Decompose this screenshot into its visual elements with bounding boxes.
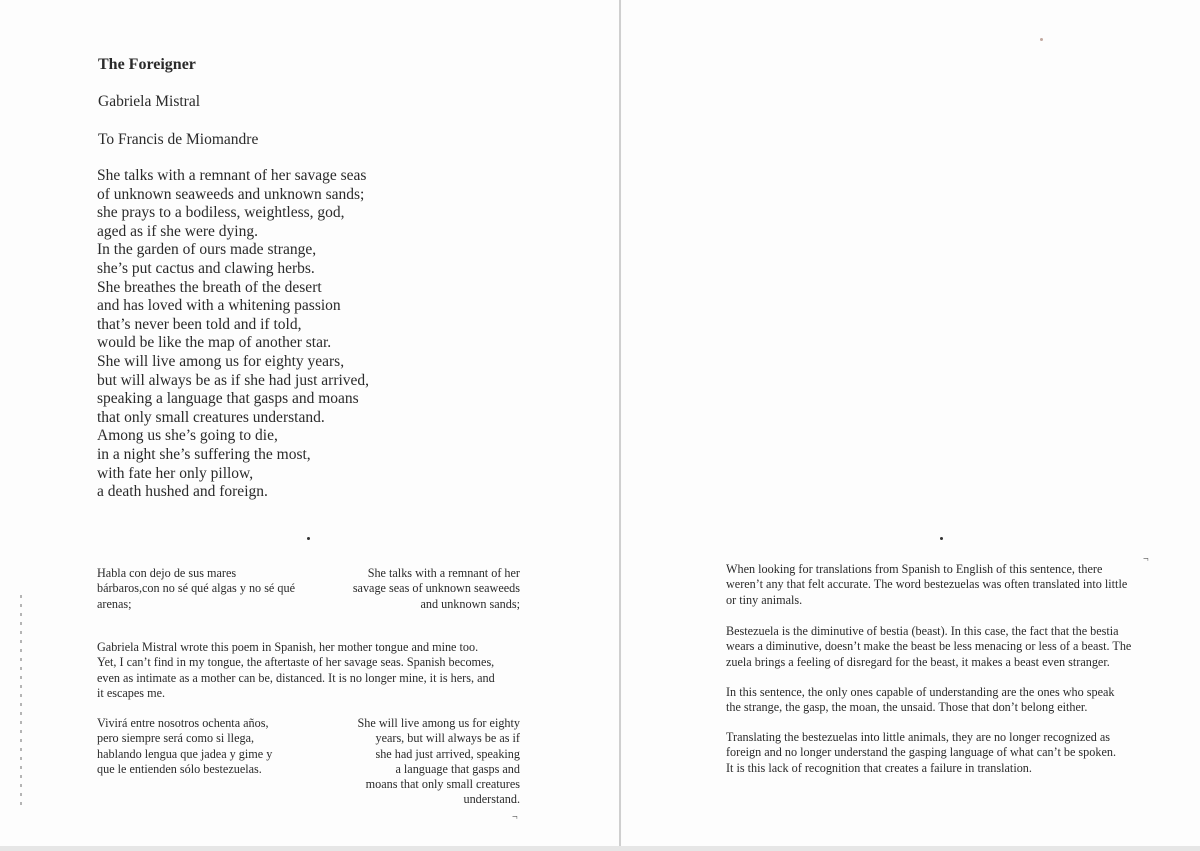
text-line: she had just arrived, speaking [375,746,520,761]
text-line: and unknown sands; [420,596,520,611]
text-line: years, but will always be as if [375,731,520,746]
poem-line: with fate her only pillow, [97,464,254,482]
text-line: weren’t any that felt accurate. The word bestezuelas was often translated into little [726,577,1128,592]
commentary-paragraph [97,640,527,701]
poem-title: The Foreigner [98,56,196,73]
poem-line: speaking a language that gasps and moans [97,390,359,408]
text-line: understand. [463,792,520,807]
text-line: Gabriela Mistral wrote this poem in Spanish, her mother tongue and mine too. [97,640,479,654]
poem-line: She breathes the breath of the desert [97,278,322,296]
page-bottom-edge [0,846,1200,851]
english-excerpt-2 [340,716,520,808]
text-line: Vivirá entre nosotros ochenta años, [97,716,269,730]
section-divider-dot [940,537,943,540]
text-line: She talks with a remnant of her [367,566,520,580]
text-line: arenas; [97,596,132,611]
text-line: moans that only small creatures [365,777,520,792]
poem-line: and has loved with a whitening passion [97,297,341,315]
poem-line: she’s put cactus and clawing herbs. [97,259,315,277]
poem-line: that only small creatures understand. [97,408,325,426]
poem-line: In the garden of ours made strange, [97,241,317,259]
text-line: savage seas of unknown seaweeds [352,581,520,596]
poem-line: Among us she’s going to die, [97,427,278,445]
text-line: it escapes me. [97,685,166,700]
corner-mark: ¬ [1143,554,1149,565]
text-line: When looking for translations from Spanish to English of this sentence, there [726,562,1103,576]
text-line: que le entienden sólo bestezuelas. [97,761,262,776]
poem-line: of unknown seaweeds and unknown sands; [97,185,365,203]
english-excerpt-1 [330,566,520,612]
poem-dedication: To Francis de Miomandre [98,131,259,148]
analysis-paragraph-2 [726,624,1156,670]
text-line: Yet, I can’t find in my tongue, the aftertaste of her savage seas. Spanish becomes, [97,655,495,670]
spanish-excerpt-2 [97,716,337,777]
poem-body [97,167,369,502]
section-divider-dot [307,537,310,540]
book-spine [619,0,621,851]
scan-speck [1040,38,1043,41]
text-line: hablando lengua que jadea y gime y [97,746,273,761]
poem-author: Gabriela Mistral [98,93,201,110]
text-line: zuela brings a feeling of disregard for the beast, it makes a beast even stranger. [726,654,1110,669]
right-page [622,0,1200,851]
poem-line: she prays to a bodiless, weightless, god, [97,204,345,222]
text-line: She will live among us for eighty [357,716,520,730]
text-line: a language that gasps and [395,761,520,776]
analysis-paragraph-3 [726,685,1156,716]
text-line: foreign and no longer understand the gasping language of what can’t be spoken. [726,745,1116,760]
poem-line: that’s never been told and if told, [97,315,302,333]
poem-line: aged as if she were dying. [97,222,258,240]
poem-line: She will live among us for eighty years, [97,352,345,370]
poem-line: She talks with a remnant of her savage seas [97,167,367,184]
text-line: Translating the bestezuelas into little animals, they are no longer recognized as [726,730,1111,744]
scan-edge-marks [20,595,22,805]
text-line: It is this lack of recognition that creates a failure in translation. [726,760,1032,775]
analysis-paragraph-1 [726,562,1156,608]
text-line: bárbaros,con no sé qué algas y no sé qué [97,581,295,596]
poem-line: would be like the map of another star. [97,334,332,352]
text-line: Habla con dejo de sus mares [97,566,237,580]
poem-line: a death hushed and foreign. [97,483,268,501]
text-line: Bestezuela is the diminutive of bestia (beast). In this case, the fact that the bestia [726,624,1119,638]
text-line: pero siempre será como si llega, [97,731,255,746]
analysis-paragraph-4 [726,730,1156,776]
text-line: or tiny animals. [726,592,803,607]
text-line: even as intimate as a mother can be, distanced. It is no longer mine, it is hers, and [97,670,495,685]
poem-line: but will always be as if she had just arrived, [97,371,370,389]
text-line: In this sentence, the only ones capable of understanding are the ones who speak [726,685,1115,699]
text-line: wears a diminutive, doesn’t make the beast be less menacing or less of a beast. The [726,639,1132,654]
corner-mark: ¬ [512,812,518,823]
poem-line: in a night she’s suffering the most, [97,445,311,463]
spanish-excerpt-1 [97,566,327,612]
text-line: the strange, the gasp, the moan, the unsaid. Those that don’t belong either. [726,700,1088,715]
